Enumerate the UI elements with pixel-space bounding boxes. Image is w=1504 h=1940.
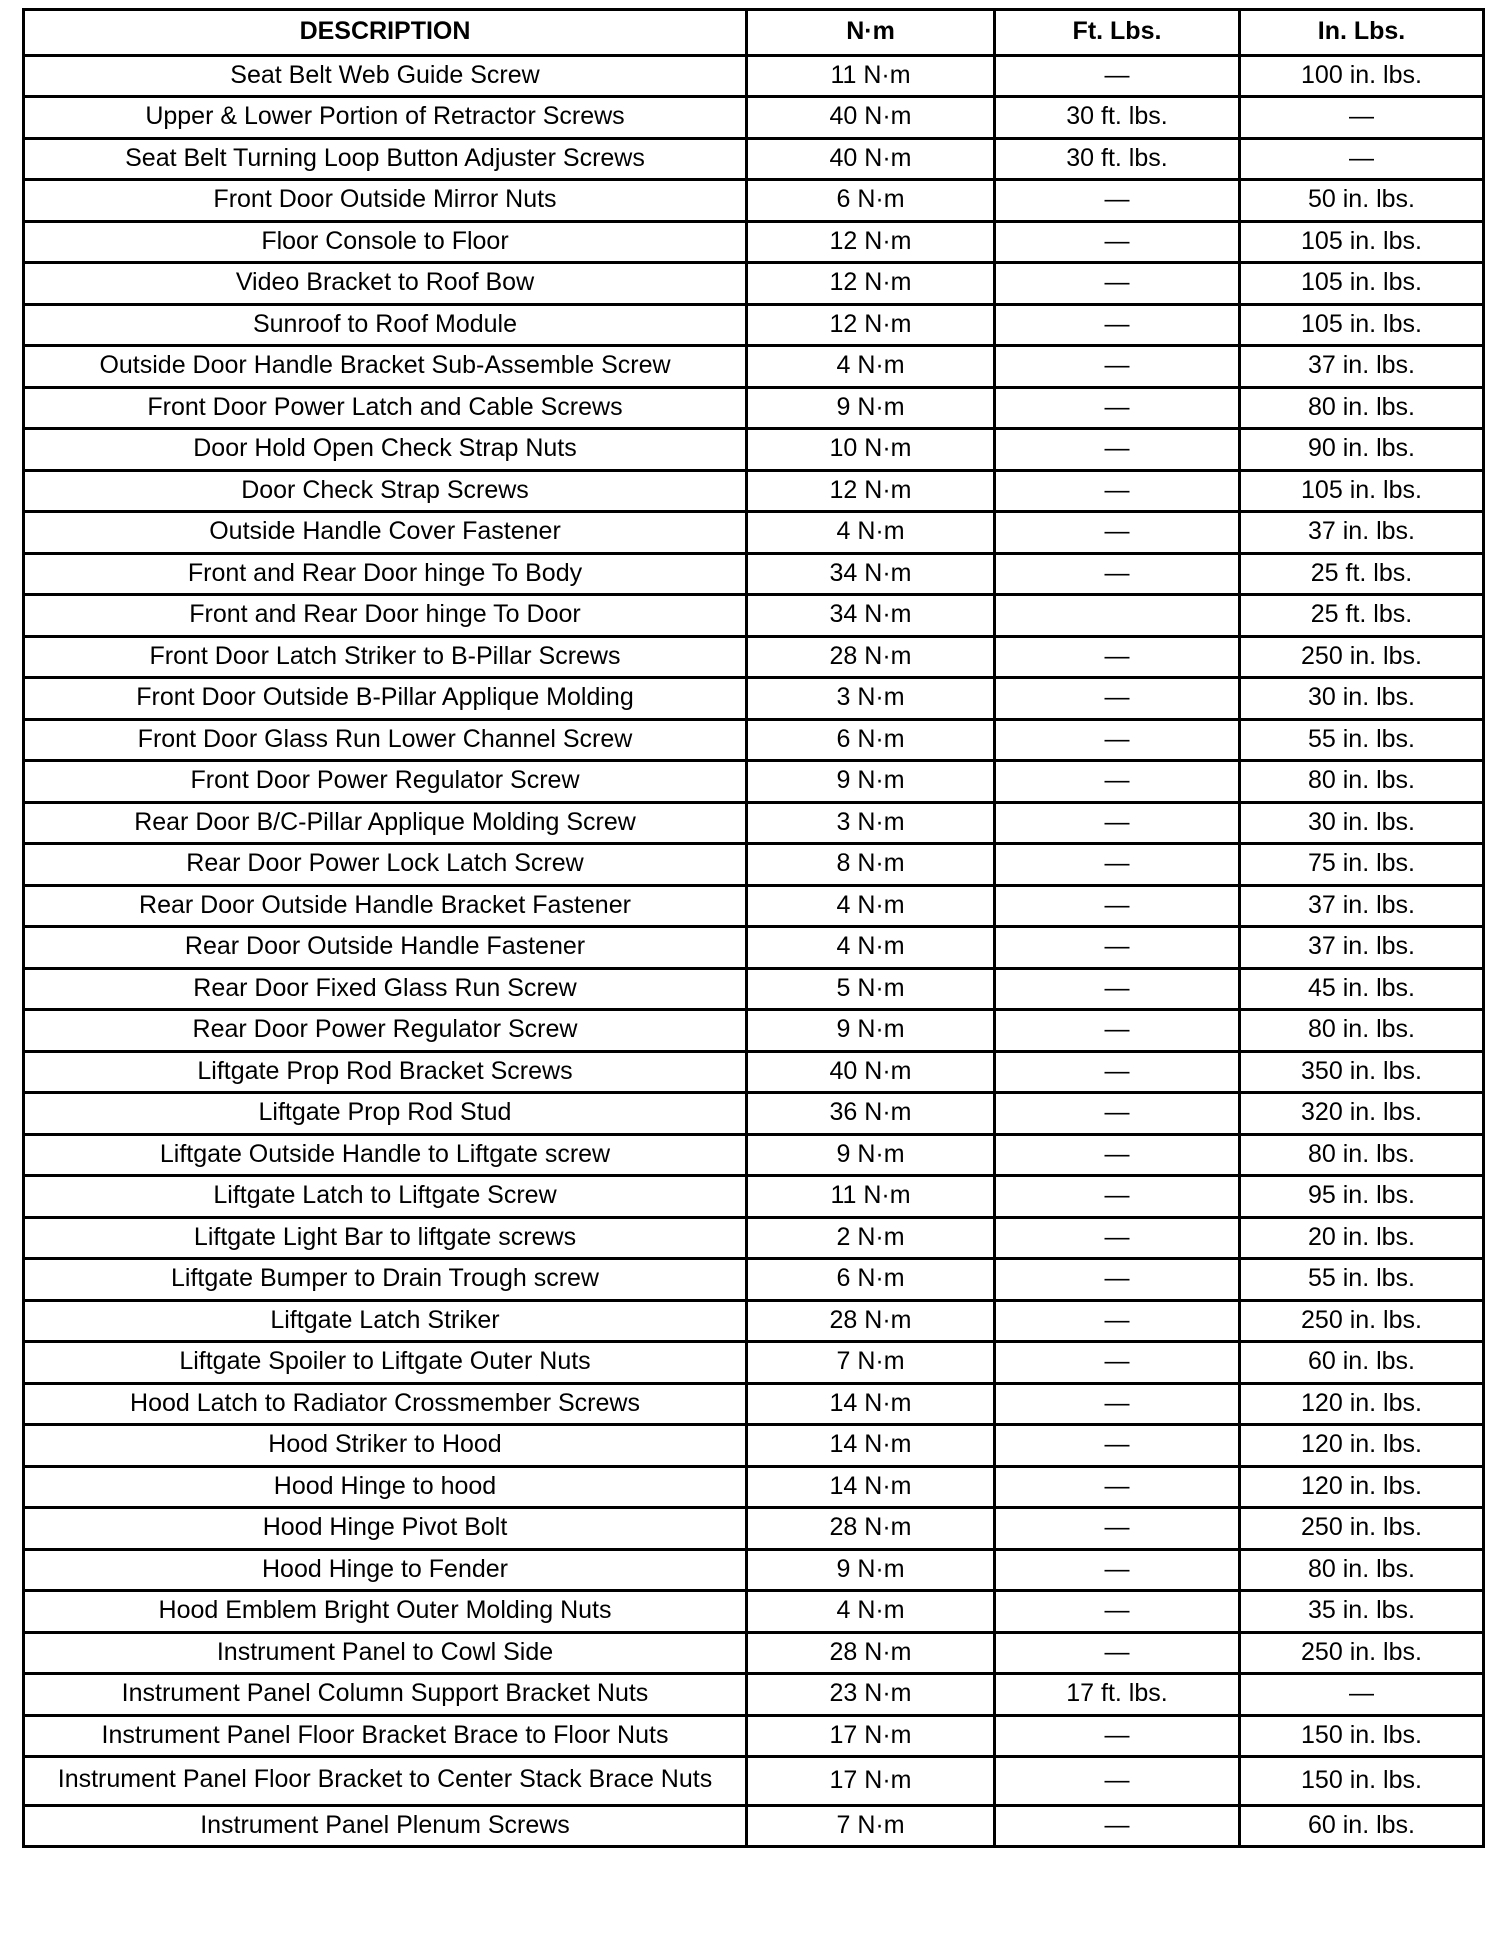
table-row (24, 1176, 1484, 1218)
cell-newton-meters: 12 N·m (747, 221, 995, 263)
cell-description: Hood Latch to Radiator Crossmember Screws (24, 1383, 747, 1425)
cell-description: Liftgate Prop Rod Bracket Screws (24, 1051, 747, 1093)
cell-inch-pounds: 105 in. lbs. (1240, 470, 1484, 512)
cell-inch-pounds: 37 in. lbs. (1240, 885, 1484, 927)
cell-newton-meters: 4 N·m (747, 512, 995, 554)
table-row (24, 1508, 1484, 1550)
table-row (24, 180, 1484, 222)
cell-foot-pounds: — (995, 553, 1240, 595)
cell-foot-pounds: 30 ft. lbs. (995, 97, 1240, 139)
cell-inch-pounds: 120 in. lbs. (1240, 1466, 1484, 1508)
table-row (24, 263, 1484, 305)
table-row (24, 844, 1484, 886)
cell-description: Liftgate Latch to Liftgate Screw (24, 1176, 747, 1218)
table-row (24, 346, 1484, 388)
cell-description: Liftgate Outside Handle to Liftgate screw (24, 1134, 747, 1176)
cell-newton-meters: 12 N·m (747, 304, 995, 346)
cell-foot-pounds: — (995, 470, 1240, 512)
cell-description: Rear Door B/C-Pillar Applique Molding Screw (24, 802, 747, 844)
cell-foot-pounds: — (995, 844, 1240, 886)
cell-description: Front Door Power Latch and Cable Screws (24, 387, 747, 429)
table-row (24, 1342, 1484, 1384)
table-row (24, 927, 1484, 969)
cell-newton-meters: 34 N·m (747, 553, 995, 595)
cell-inch-pounds: 150 in. lbs. (1240, 1757, 1484, 1806)
cell-foot-pounds: — (995, 387, 1240, 429)
cell-inch-pounds: 105 in. lbs. (1240, 221, 1484, 263)
cell-description: Liftgate Latch Striker (24, 1300, 747, 1342)
column-header-description: DESCRIPTION (24, 10, 747, 56)
cell-foot-pounds: — (995, 968, 1240, 1010)
table-row (24, 968, 1484, 1010)
cell-newton-meters: 4 N·m (747, 927, 995, 969)
cell-newton-meters: 6 N·m (747, 719, 995, 761)
cell-inch-pounds: 80 in. lbs. (1240, 1010, 1484, 1052)
table-row (24, 1300, 1484, 1342)
cell-inch-pounds: — (1240, 138, 1484, 180)
cell-description: Rear Door Power Regulator Screw (24, 1010, 747, 1052)
cell-newton-meters: 3 N·m (747, 678, 995, 720)
cell-foot-pounds: — (995, 1757, 1240, 1806)
cell-description: Liftgate Spoiler to Liftgate Outer Nuts (24, 1342, 747, 1384)
cell-inch-pounds: 120 in. lbs. (1240, 1425, 1484, 1467)
table-row (24, 1805, 1484, 1847)
cell-newton-meters: 9 N·m (747, 1010, 995, 1052)
cell-foot-pounds: — (995, 678, 1240, 720)
table-row (24, 1010, 1484, 1052)
cell-foot-pounds: — (995, 429, 1240, 471)
cell-description: Hood Hinge to hood (24, 1466, 747, 1508)
cell-newton-meters: 6 N·m (747, 180, 995, 222)
cell-foot-pounds: — (995, 1632, 1240, 1674)
cell-inch-pounds: 250 in. lbs. (1240, 1632, 1484, 1674)
cell-newton-meters: 28 N·m (747, 1300, 995, 1342)
cell-description: Floor Console to Floor (24, 221, 747, 263)
cell-description: Rear Door Fixed Glass Run Screw (24, 968, 747, 1010)
cell-inch-pounds: — (1240, 1674, 1484, 1716)
cell-foot-pounds: — (995, 1010, 1240, 1052)
table-row (24, 1715, 1484, 1757)
cell-inch-pounds: 30 in. lbs. (1240, 678, 1484, 720)
cell-newton-meters: 28 N·m (747, 1508, 995, 1550)
table-row (24, 1051, 1484, 1093)
cell-inch-pounds: 80 in. lbs. (1240, 761, 1484, 803)
cell-foot-pounds: — (995, 1051, 1240, 1093)
cell-newton-meters: 8 N·m (747, 844, 995, 886)
cell-description: Front Door Outside Mirror Nuts (24, 180, 747, 222)
cell-newton-meters: 12 N·m (747, 263, 995, 305)
cell-description: Front and Rear Door hinge To Body (24, 553, 747, 595)
cell-newton-meters: 4 N·m (747, 346, 995, 388)
cell-newton-meters: 36 N·m (747, 1093, 995, 1135)
cell-foot-pounds: — (995, 1383, 1240, 1425)
cell-description: Outside Door Handle Bracket Sub-Assemble Screw (24, 346, 747, 388)
cell-description: Upper & Lower Portion of Retractor Screws (24, 97, 747, 139)
table-row (24, 719, 1484, 761)
cell-foot-pounds: — (995, 802, 1240, 844)
cell-description: Hood Emblem Bright Outer Molding Nuts (24, 1591, 747, 1633)
cell-inch-pounds: 250 in. lbs. (1240, 1508, 1484, 1550)
cell-inch-pounds: 25 ft. lbs. (1240, 553, 1484, 595)
table-row (24, 304, 1484, 346)
table-row (24, 1217, 1484, 1259)
cell-newton-meters: 10 N·m (747, 429, 995, 471)
table-body (24, 55, 1484, 1847)
cell-foot-pounds (995, 595, 1240, 637)
cell-description: Instrument Panel Floor Bracket Brace to Floor Nuts (24, 1715, 747, 1757)
cell-description: Instrument Panel Floor Bracket to Center Stack Brace Nuts (24, 1757, 747, 1806)
cell-inch-pounds: 50 in. lbs. (1240, 180, 1484, 222)
cell-newton-meters: 4 N·m (747, 885, 995, 927)
cell-newton-meters: 2 N·m (747, 1217, 995, 1259)
cell-newton-meters: 28 N·m (747, 636, 995, 678)
table-row (24, 138, 1484, 180)
cell-description: Sunroof to Roof Module (24, 304, 747, 346)
cell-description: Front Door Latch Striker to B-Pillar Screws (24, 636, 747, 678)
cell-description: Outside Handle Cover Fastener (24, 512, 747, 554)
cell-newton-meters: 4 N·m (747, 1591, 995, 1633)
table-row (24, 1466, 1484, 1508)
cell-foot-pounds: — (995, 346, 1240, 388)
cell-inch-pounds: 35 in. lbs. (1240, 1591, 1484, 1633)
table-row (24, 761, 1484, 803)
cell-foot-pounds: — (995, 180, 1240, 222)
torque-specifications-table (22, 8, 1485, 1848)
cell-inch-pounds: 320 in. lbs. (1240, 1093, 1484, 1135)
table-row (24, 636, 1484, 678)
cell-foot-pounds: — (995, 1549, 1240, 1591)
cell-description: Door Check Strap Screws (24, 470, 747, 512)
cell-foot-pounds: — (995, 1217, 1240, 1259)
cell-inch-pounds: 30 in. lbs. (1240, 802, 1484, 844)
table-row (24, 802, 1484, 844)
cell-newton-meters: 14 N·m (747, 1383, 995, 1425)
cell-foot-pounds: — (995, 885, 1240, 927)
cell-description: Rear Door Outside Handle Fastener (24, 927, 747, 969)
table-row (24, 1134, 1484, 1176)
cell-description: Seat Belt Web Guide Screw (24, 55, 747, 97)
cell-newton-meters: 9 N·m (747, 1134, 995, 1176)
table-row (24, 1259, 1484, 1301)
table-header-row (24, 10, 1484, 56)
cell-foot-pounds: — (995, 1342, 1240, 1384)
cell-foot-pounds: — (995, 1805, 1240, 1847)
cell-inch-pounds: 80 in. lbs. (1240, 387, 1484, 429)
cell-foot-pounds: — (995, 1425, 1240, 1467)
cell-newton-meters: 11 N·m (747, 1176, 995, 1218)
cell-description: Rear Door Power Lock Latch Screw (24, 844, 747, 886)
table-row (24, 1591, 1484, 1633)
cell-inch-pounds: 37 in. lbs. (1240, 512, 1484, 554)
cell-newton-meters: 7 N·m (747, 1805, 995, 1847)
cell-inch-pounds: 150 in. lbs. (1240, 1715, 1484, 1757)
cell-description: Seat Belt Turning Loop Button Adjuster Screws (24, 138, 747, 180)
cell-newton-meters: 11 N·m (747, 55, 995, 97)
cell-newton-meters: 23 N·m (747, 1674, 995, 1716)
table-row (24, 1757, 1484, 1806)
cell-inch-pounds: 37 in. lbs. (1240, 927, 1484, 969)
cell-newton-meters: 3 N·m (747, 802, 995, 844)
cell-inch-pounds: 55 in. lbs. (1240, 719, 1484, 761)
cell-description: Liftgate Light Bar to liftgate screws (24, 1217, 747, 1259)
table-row (24, 1383, 1484, 1425)
cell-foot-pounds: — (995, 304, 1240, 346)
cell-description: Hood Hinge to Fender (24, 1549, 747, 1591)
cell-newton-meters: 17 N·m (747, 1715, 995, 1757)
table-row (24, 387, 1484, 429)
cell-foot-pounds: — (995, 1715, 1240, 1757)
table-row (24, 429, 1484, 471)
table-row (24, 1093, 1484, 1135)
cell-foot-pounds: — (995, 761, 1240, 803)
table-row (24, 553, 1484, 595)
cell-inch-pounds: 250 in. lbs. (1240, 1300, 1484, 1342)
cell-inch-pounds: 250 in. lbs. (1240, 636, 1484, 678)
cell-foot-pounds: — (995, 1259, 1240, 1301)
cell-description: Hood Hinge Pivot Bolt (24, 1508, 747, 1550)
cell-newton-meters: 5 N·m (747, 968, 995, 1010)
cell-foot-pounds: — (995, 1591, 1240, 1633)
cell-inch-pounds: 95 in. lbs. (1240, 1176, 1484, 1218)
cell-description: Instrument Panel Column Support Bracket Nuts (24, 1674, 747, 1716)
cell-description: Rear Door Outside Handle Bracket Fastener (24, 885, 747, 927)
table-row (24, 1632, 1484, 1674)
cell-inch-pounds: 60 in. lbs. (1240, 1805, 1484, 1847)
cell-newton-meters: 7 N·m (747, 1342, 995, 1384)
cell-newton-meters: 14 N·m (747, 1425, 995, 1467)
cell-foot-pounds: — (995, 1300, 1240, 1342)
cell-description: Front Door Outside B-Pillar Applique Molding (24, 678, 747, 720)
cell-inch-pounds: 80 in. lbs. (1240, 1549, 1484, 1591)
cell-inch-pounds: 90 in. lbs. (1240, 429, 1484, 471)
cell-foot-pounds: — (995, 263, 1240, 305)
cell-inch-pounds: 350 in. lbs. (1240, 1051, 1484, 1093)
table-row (24, 595, 1484, 637)
cell-newton-meters: 9 N·m (747, 761, 995, 803)
cell-description: Liftgate Prop Rod Stud (24, 1093, 747, 1135)
cell-inch-pounds: 105 in. lbs. (1240, 263, 1484, 305)
cell-inch-pounds: 75 in. lbs. (1240, 844, 1484, 886)
cell-description: Instrument Panel to Cowl Side (24, 1632, 747, 1674)
cell-description: Front and Rear Door hinge To Door (24, 595, 747, 637)
cell-inch-pounds: — (1240, 97, 1484, 139)
cell-inch-pounds: 120 in. lbs. (1240, 1383, 1484, 1425)
cell-foot-pounds: — (995, 1508, 1240, 1550)
column-header-inch-pounds: In. Lbs. (1240, 10, 1484, 56)
table-row (24, 55, 1484, 97)
cell-newton-meters: 14 N·m (747, 1466, 995, 1508)
cell-description: Front Door Power Regulator Screw (24, 761, 747, 803)
cell-newton-meters: 9 N·m (747, 1549, 995, 1591)
cell-newton-meters: 12 N·m (747, 470, 995, 512)
column-header-newton-meters: N·m (747, 10, 995, 56)
table-row (24, 1674, 1484, 1716)
cell-description: Video Bracket to Roof Bow (24, 263, 747, 305)
table-row (24, 221, 1484, 263)
cell-newton-meters: 9 N·m (747, 387, 995, 429)
cell-inch-pounds: 60 in. lbs. (1240, 1342, 1484, 1384)
cell-foot-pounds: — (995, 927, 1240, 969)
table-row (24, 470, 1484, 512)
cell-newton-meters: 40 N·m (747, 138, 995, 180)
cell-inch-pounds: 100 in. lbs. (1240, 55, 1484, 97)
cell-foot-pounds: — (995, 1176, 1240, 1218)
cell-foot-pounds: — (995, 512, 1240, 554)
cell-inch-pounds: 105 in. lbs. (1240, 304, 1484, 346)
cell-newton-meters: 34 N·m (747, 595, 995, 637)
cell-description: Front Door Glass Run Lower Channel Screw (24, 719, 747, 761)
cell-newton-meters: 40 N·m (747, 97, 995, 139)
cell-inch-pounds: 20 in. lbs. (1240, 1217, 1484, 1259)
cell-newton-meters: 17 N·m (747, 1757, 995, 1806)
table-row (24, 1549, 1484, 1591)
table-row (24, 1425, 1484, 1467)
cell-newton-meters: 40 N·m (747, 1051, 995, 1093)
cell-foot-pounds: 17 ft. lbs. (995, 1674, 1240, 1716)
table-header (24, 10, 1484, 56)
cell-foot-pounds: — (995, 1134, 1240, 1176)
cell-inch-pounds: 25 ft. lbs. (1240, 595, 1484, 637)
cell-description: Instrument Panel Plenum Screws (24, 1805, 747, 1847)
cell-foot-pounds: — (995, 636, 1240, 678)
cell-newton-meters: 6 N·m (747, 1259, 995, 1301)
cell-description: Hood Striker to Hood (24, 1425, 747, 1467)
cell-foot-pounds: — (995, 1093, 1240, 1135)
cell-foot-pounds: — (995, 719, 1240, 761)
table-row (24, 678, 1484, 720)
column-header-foot-pounds: Ft. Lbs. (995, 10, 1240, 56)
cell-foot-pounds: — (995, 55, 1240, 97)
table-row (24, 97, 1484, 139)
cell-description: Liftgate Bumper to Drain Trough screw (24, 1259, 747, 1301)
cell-description: Door Hold Open Check Strap Nuts (24, 429, 747, 471)
cell-inch-pounds: 45 in. lbs. (1240, 968, 1484, 1010)
cell-inch-pounds: 80 in. lbs. (1240, 1134, 1484, 1176)
cell-inch-pounds: 55 in. lbs. (1240, 1259, 1484, 1301)
cell-foot-pounds: 30 ft. lbs. (995, 138, 1240, 180)
table-row (24, 885, 1484, 927)
cell-newton-meters: 28 N·m (747, 1632, 995, 1674)
table-row (24, 512, 1484, 554)
cell-foot-pounds: — (995, 1466, 1240, 1508)
cell-foot-pounds: — (995, 221, 1240, 263)
cell-inch-pounds: 37 in. lbs. (1240, 346, 1484, 388)
